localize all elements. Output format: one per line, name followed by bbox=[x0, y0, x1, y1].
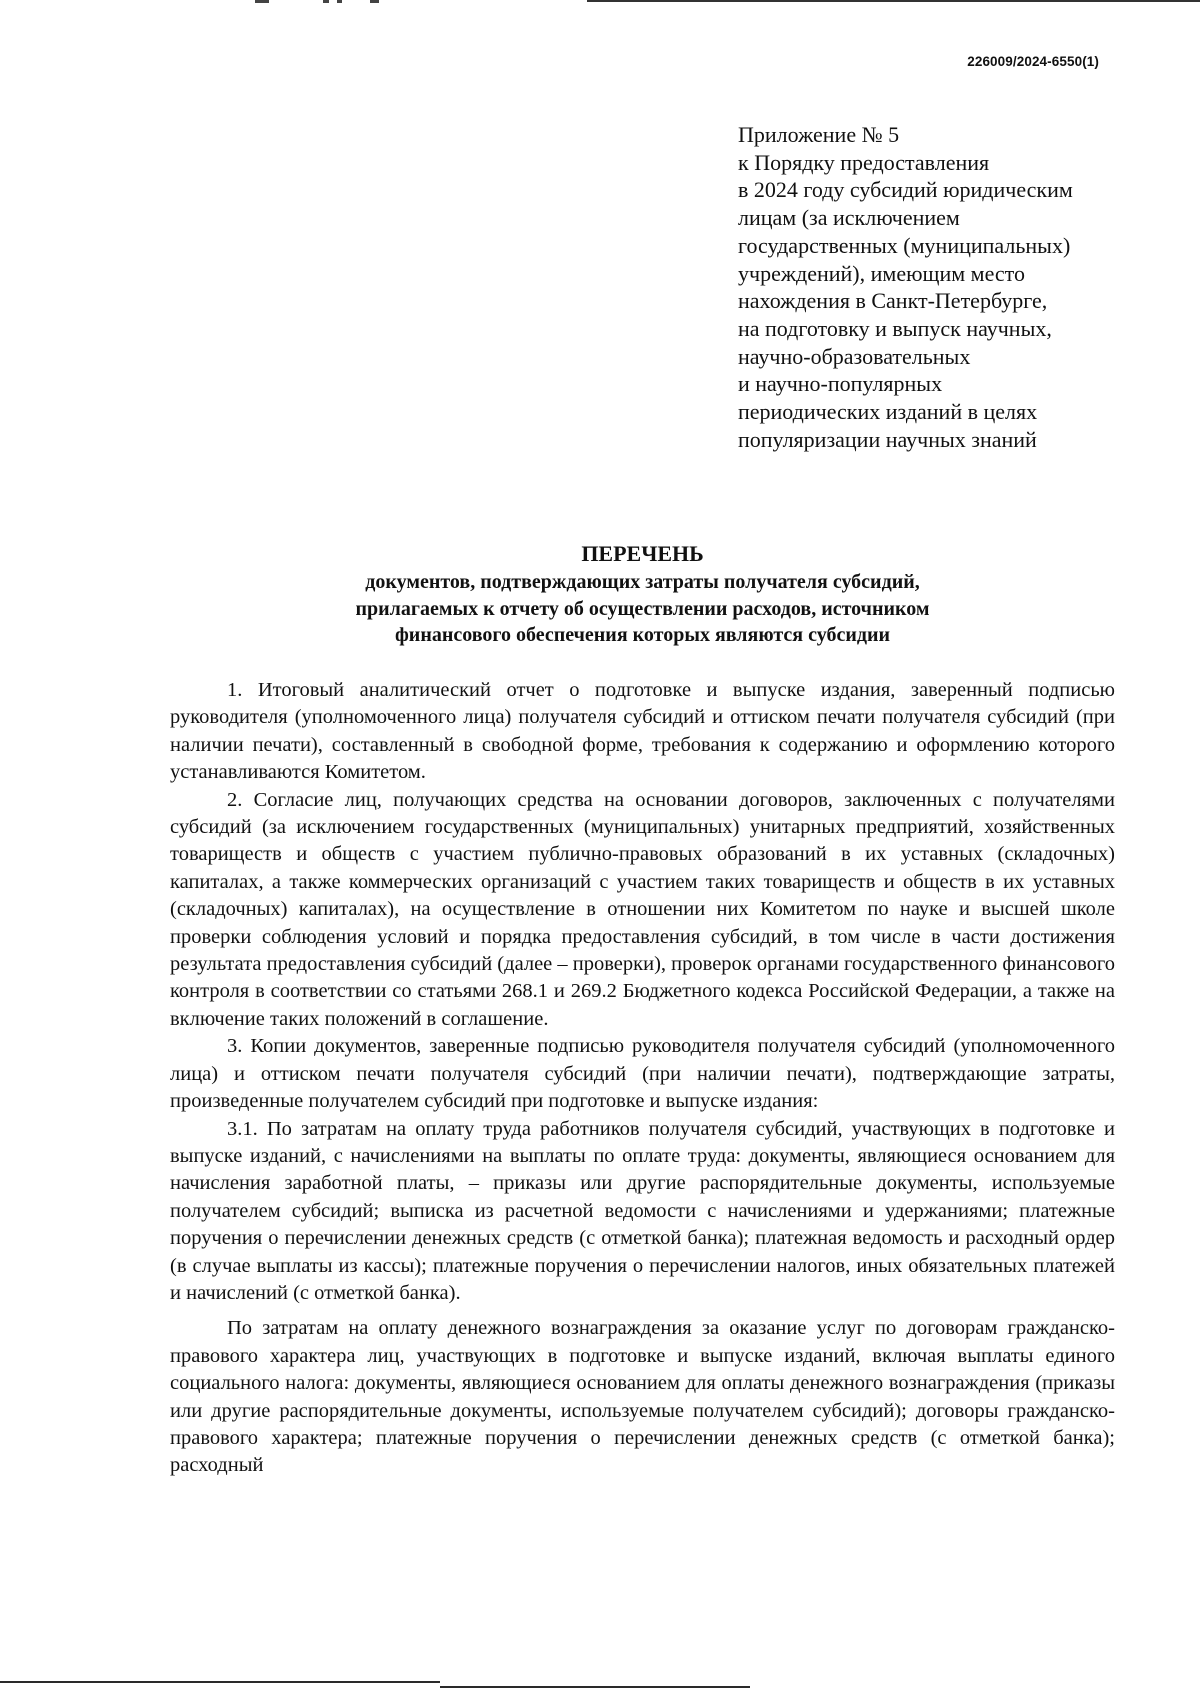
appendix-line: учреждений), имеющим место bbox=[738, 260, 1025, 286]
appendix-line: популяризации научных знаний bbox=[738, 426, 1037, 452]
appendix-line: государственных (муниципальных) bbox=[738, 232, 1071, 258]
document-title: ПЕРЕЧЕНЬ bbox=[581, 541, 704, 566]
appendix-line: на подготовку и выпуск научных, bbox=[738, 315, 1052, 341]
paragraph-item-3: 3. Копии документов, заверенные подписью руководителя получателя субсидий (уполномоченного лица) и оттиском печати получателя субсидий (при наличии печати), подтверждающие затраты, произведенные получателем субсидий при подготовке и выпуске издания: bbox=[170, 1035, 1115, 1113]
document-registration-number: 226009/2024-6550(1) bbox=[967, 54, 1099, 69]
appendix-line: лицам (за исключением bbox=[738, 205, 960, 231]
paragraph-item-1: 1. Итоговый аналитический отчет о подготовке и выпуске издания, заверенный подписью руководителя (уполномоченного лица) получателя субсидий и оттиском печати получателя субсидий (при наличии печати), составленный в свободной форме, требования к содержанию и оформлению которого устанавливаются Комитетом. bbox=[170, 679, 1115, 784]
scan-edge-line-top bbox=[587, 0, 1200, 2]
appendix-line: нахождения в Санкт-Петербурге, bbox=[738, 288, 1048, 314]
appendix-line: периодических изданий в целях bbox=[738, 399, 1038, 425]
appendix-line: к Порядку предоставления bbox=[738, 149, 990, 175]
scan-edge-line-bottom bbox=[440, 1686, 750, 1688]
document-title-block bbox=[170, 539, 1115, 649]
paragraph-item-3-1: 3.1. По затратам на оплату труда работников получателя субсидий, участвующих в подготовке и выпуске изданий, с начислениями на выплаты по оплате труда: документы, являющиеся основанием для начисления заработной платы, – приказы или другие распорядительные документы, используемые получателем субсидий; выписка из расчетной ведомости с начислениями и удержаниями; платежные поручения о перечислении денежных средств (с отметкой банка); платежная ведомость и расходный ордер (в случае выплаты из кассы); платежные поручения о перечислении налогов, иных обязательных платежей и начислений (с отметкой банка). bbox=[170, 1117, 1115, 1304]
document-body bbox=[170, 677, 1115, 1480]
appendix-line: научно-образовательных bbox=[738, 343, 971, 369]
appendix-reference-block bbox=[738, 121, 1158, 453]
document-subtitle-line: финансового обеспечения которых являются субсидии bbox=[394, 624, 891, 646]
scan-edge-line-bottom bbox=[0, 1681, 440, 1683]
appendix-line: в 2024 году субсидий юридическим bbox=[738, 177, 1073, 203]
paragraph-item-2: 2. Согласие лиц, получающих средства на основании договоров, заключенных с получателями субсидий (за исключением государственных (муниципальных) унитарных предприятий, хозяйственных товариществ и обществ с участием публично-правовых образований в их уставных (складочных) капиталах, а также коммерческих организаций с участием таких товариществ и обществ в их уставных (складочных) капиталах), на осуществление в отношении них Комитетом по науке и высшей школе проверки соблюдения условий и порядка предоставления субсидий, в том числе в части достижения результата предоставления субсидий (далее – проверки), проверок органами государственного финансового контроля в соответствии со статьями 268.1 и 269.2 Бюджетного кодекса Российской Федерации, а также на включение таких положений в соглашение. bbox=[170, 788, 1116, 1030]
paragraph-civil-contracts: По затратам на оплату денежного вознаграждения за оказание услуг по договорам гражданско-правового характера лиц, участвующих в подготовке и выпуске изданий, включая выплаты единого социального налога: документы, являющиеся основанием для оплаты денежного вознаграждения (приказы или другие распорядительные документы, используемые получателем субсидий); договоры гражданско-правового характера; платежные поручения о перечислении денежных средств (с отметкой банка); расходный bbox=[170, 1317, 1115, 1477]
appendix-line: и научно-популярных bbox=[738, 371, 943, 397]
scan-marks-top bbox=[255, 0, 385, 4]
appendix-line: Приложение № 5 bbox=[738, 122, 900, 147]
document-subtitle-line: документов, подтверждающих затраты получателя субсидий, bbox=[365, 571, 920, 593]
document-subtitle-line: прилагаемых к отчету об осуществлении расходов, источником bbox=[355, 597, 930, 620]
